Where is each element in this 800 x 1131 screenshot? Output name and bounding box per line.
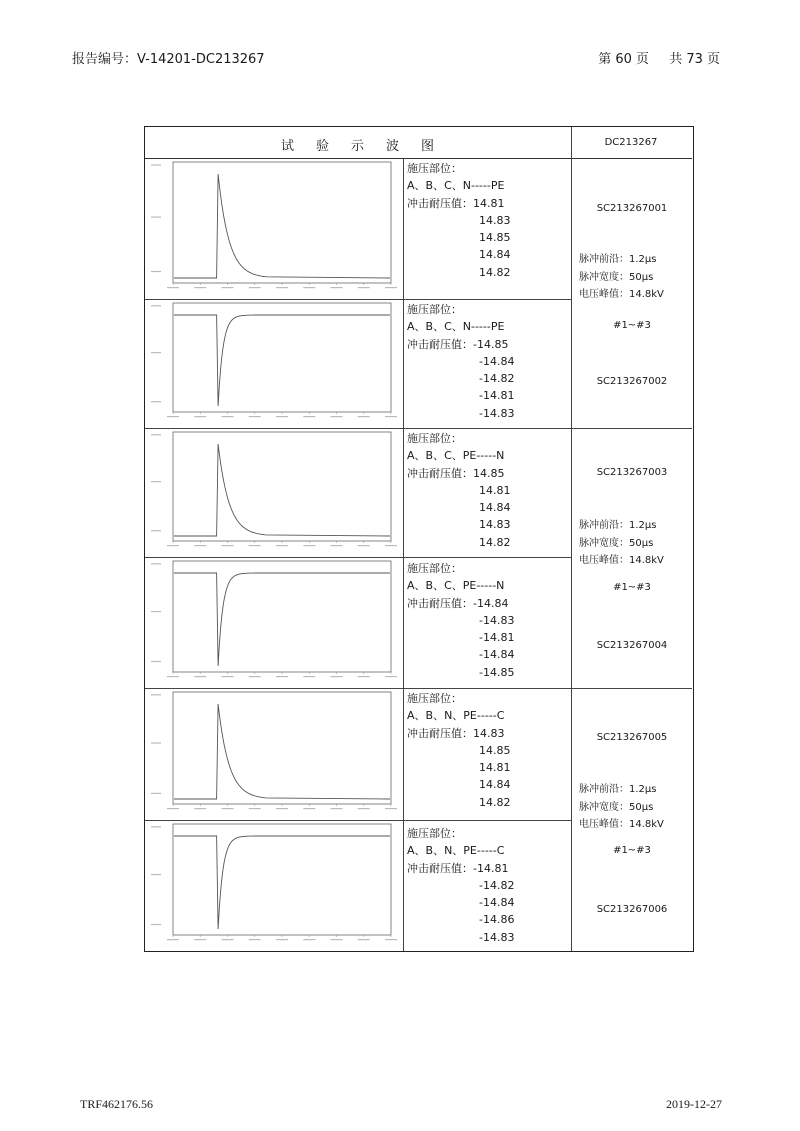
tick-label: [151, 742, 161, 743]
plot-frame: [173, 824, 391, 935]
tick-label: [385, 287, 397, 288]
voltage-value: -14.82: [479, 372, 515, 386]
voltage-label: 冲击耐压值：: [407, 337, 473, 351]
voltage-value: -14.84: [479, 354, 515, 368]
sample-id: SC213267006: [596, 904, 668, 915]
waveform-plot-3: [147, 430, 401, 555]
front-time: 脉冲前沿：1.2μs: [579, 254, 657, 265]
voltage-value: 14.83: [479, 518, 511, 532]
voltage-value: 14.83: [479, 213, 511, 227]
voltage-value: 14.85: [479, 743, 511, 757]
tick-label: [194, 808, 206, 809]
sample-id: SC213267004: [596, 640, 668, 651]
tick-label: [276, 676, 288, 677]
voltage-value: 14.85: [473, 466, 505, 480]
waveform-trace: [174, 444, 390, 536]
test-info-1: [407, 160, 511, 281]
tick-label: [151, 216, 161, 217]
tick-label: [331, 545, 343, 546]
tick-label: [249, 545, 261, 546]
location-value: A、B、N、PE-----C: [407, 709, 505, 723]
report-number: 报告编号：V-14201-DC213267: [72, 52, 265, 67]
row-divider: [145, 820, 571, 821]
peak-voltage: 电压峰值：14.8kV: [579, 555, 664, 566]
tick-label: [151, 305, 161, 306]
location-label: 施压部位：: [407, 162, 462, 175]
voltage-label: 冲击耐压值：: [407, 196, 473, 210]
voltage-value: -14.84: [479, 648, 515, 662]
voltage-value: 14.81: [473, 196, 505, 210]
voltage-value: 14.82: [479, 795, 511, 809]
tick-label: [249, 287, 261, 288]
voltage-label: 冲击耐压值：: [407, 596, 473, 610]
voltage-value: -14.86: [479, 913, 515, 927]
tick-label: [151, 611, 161, 612]
row-divider: [145, 557, 571, 558]
pulse-params-3: [573, 781, 691, 834]
tick-label: [303, 676, 315, 677]
location-value: A、B、N、PE-----C: [407, 844, 505, 858]
waveform-trace: [174, 174, 390, 278]
tick-label: [222, 545, 234, 546]
unit-range: #1~#3: [613, 320, 651, 331]
tick-label: [194, 939, 206, 940]
tick-label: [249, 416, 261, 417]
tick-label: [222, 416, 234, 417]
plot-frame: [173, 303, 391, 412]
tick-label: [303, 545, 315, 546]
voltage-value: -14.85: [479, 665, 515, 679]
pulse-params-2: [573, 517, 691, 570]
form-code: TRF462176.56: [80, 1097, 154, 1111]
tick-label: [194, 416, 206, 417]
waveform-plot-5: [147, 690, 401, 818]
tick-label: [151, 563, 161, 564]
page-total: 共 73 页: [669, 52, 720, 67]
voltage-value: -14.81: [473, 861, 509, 875]
waveform-plot-2: [147, 301, 401, 426]
tick-label: [276, 939, 288, 940]
voltage-value: 14.81: [479, 483, 511, 497]
tick-label: [358, 287, 370, 288]
sample-id: SC213267001: [596, 203, 668, 214]
tick-label: [331, 676, 343, 677]
tick-label: [385, 676, 397, 677]
voltage-value: 14.81: [479, 761, 511, 775]
voltage-value: 14.84: [479, 248, 511, 262]
location-label: 施压部位：: [407, 303, 462, 316]
tick-label: [358, 545, 370, 546]
tick-label: [194, 545, 206, 546]
tick-label: [276, 545, 288, 546]
sheet-title-row: [145, 127, 692, 159]
tick-label: [303, 939, 315, 940]
plot-frame: [173, 432, 391, 541]
oscillogram-sheet: [144, 126, 694, 952]
tick-label: [151, 481, 161, 482]
voltage-value: 14.85: [479, 231, 511, 245]
voltage-value: -14.82: [479, 878, 515, 892]
test-info-2: [407, 301, 514, 422]
tick-label: [167, 939, 179, 940]
front-time: 脉冲前沿：1.2μs: [579, 784, 657, 795]
tick-label: [385, 545, 397, 546]
voltage-label: 冲击耐压值：: [407, 466, 473, 480]
doc-code: DC213267: [604, 137, 658, 148]
tick-label: [151, 530, 161, 531]
plot-frame: [173, 692, 391, 804]
sample-id: SC213267003: [596, 467, 668, 478]
location-value: A、B、C、PE-----N: [407, 579, 505, 593]
front-time: 脉冲前沿：1.2μs: [579, 520, 657, 531]
test-info-5: [407, 690, 511, 811]
location-label: 施压部位：: [407, 692, 462, 705]
tick-label: [167, 545, 179, 546]
tick-label: [222, 939, 234, 940]
plot-frame: [173, 162, 391, 283]
sheet-title: 试验示波图: [280, 139, 456, 154]
waveform-trace: [174, 704, 390, 799]
sample-id: SC213267002: [596, 376, 668, 387]
peak-voltage: 电压峰值：14.8kV: [579, 289, 664, 300]
location-value: A、B、C、N-----PE: [407, 179, 505, 193]
tick-label: [385, 416, 397, 417]
tick-label: [331, 287, 343, 288]
tick-label: [222, 676, 234, 677]
tick-label: [358, 416, 370, 417]
tick-label: [331, 808, 343, 809]
waveform-plot-4: [147, 559, 401, 686]
tick-label: [303, 287, 315, 288]
tick-label: [331, 416, 343, 417]
row-divider: [145, 428, 692, 429]
voltage-value: 14.82: [479, 265, 511, 279]
tick-label: [358, 939, 370, 940]
pulse-width: 脉冲宽度：50μs: [579, 537, 654, 549]
tick-label: [303, 416, 315, 417]
tick-label: [222, 808, 234, 809]
plot-frame: [173, 561, 391, 672]
voltage-value: -14.83: [479, 613, 515, 627]
tick-label: [151, 164, 161, 165]
waveform-trace: [174, 573, 390, 666]
tick-label: [151, 874, 161, 875]
tick-label: [222, 287, 234, 288]
sample-id: SC213267005: [596, 732, 668, 743]
voltage-label: 冲击耐压值：: [407, 726, 473, 740]
tick-label: [167, 808, 179, 809]
test-info-4: [407, 560, 514, 681]
tick-label: [151, 793, 161, 794]
pulse-params-1: [573, 251, 691, 304]
tick-label: [167, 676, 179, 677]
voltage-value: 14.84: [479, 778, 511, 792]
peak-voltage: 电压峰值：14.8kV: [579, 819, 664, 830]
tick-label: [385, 808, 397, 809]
voltage-value: 14.83: [473, 726, 505, 740]
pulse-width: 脉冲宽度：50μs: [579, 271, 654, 283]
report-date: 2019-12-27: [666, 1097, 722, 1111]
voltage-value: -14.83: [479, 406, 515, 420]
tick-label: [331, 939, 343, 940]
location-value: A、B、C、N-----PE: [407, 320, 505, 334]
tick-label: [194, 676, 206, 677]
waveform-trace: [174, 315, 390, 406]
location-value: A、B、C、PE-----N: [407, 449, 505, 463]
voltage-value: 14.82: [479, 535, 511, 549]
voltage-value: -14.83: [479, 930, 515, 944]
unit-range: #1~#3: [613, 582, 651, 593]
tick-label: [358, 808, 370, 809]
pulse-width: 脉冲宽度：50μs: [579, 801, 654, 813]
tick-label: [151, 694, 161, 695]
test-info-6: [407, 825, 514, 946]
location-label: 施压部位：: [407, 562, 462, 575]
tick-label: [194, 287, 206, 288]
test-info-3: [407, 430, 511, 551]
row-divider: [145, 688, 692, 689]
tick-label: [151, 352, 161, 353]
tick-label: [276, 287, 288, 288]
voltage-value: -14.84: [473, 596, 509, 610]
column-divider: [403, 159, 404, 951]
tick-label: [358, 676, 370, 677]
tick-label: [249, 676, 261, 677]
column-divider: [571, 127, 572, 951]
waveform-plot-1: [147, 160, 401, 297]
tick-label: [276, 808, 288, 809]
tick-label: [276, 416, 288, 417]
voltage-value: -14.81: [479, 631, 515, 645]
waveform-trace: [174, 836, 390, 929]
tick-label: [151, 661, 161, 662]
tick-label: [303, 808, 315, 809]
voltage-value: -14.81: [479, 389, 515, 403]
tick-label: [249, 808, 261, 809]
tick-label: [385, 939, 397, 940]
tick-label: [151, 826, 161, 827]
voltage-value: -14.85: [473, 337, 509, 351]
voltage-value: -14.84: [479, 896, 515, 910]
waveform-plot-6: [147, 822, 401, 949]
row-divider: [145, 299, 571, 300]
voltage-value: 14.84: [479, 501, 511, 515]
page-number: 第 60 页: [598, 52, 650, 67]
tick-label: [151, 271, 161, 272]
voltage-label: 冲击耐压值：: [407, 861, 473, 875]
tick-label: [151, 401, 161, 402]
tick-label: [167, 416, 179, 417]
tick-label: [167, 287, 179, 288]
tick-label: [151, 434, 161, 435]
location-label: 施压部位：: [407, 432, 462, 445]
tick-label: [249, 939, 261, 940]
location-label: 施压部位：: [407, 827, 462, 840]
tick-label: [151, 924, 161, 925]
page-indicator: [598, 48, 720, 67]
unit-range: #1~#3: [613, 845, 651, 856]
